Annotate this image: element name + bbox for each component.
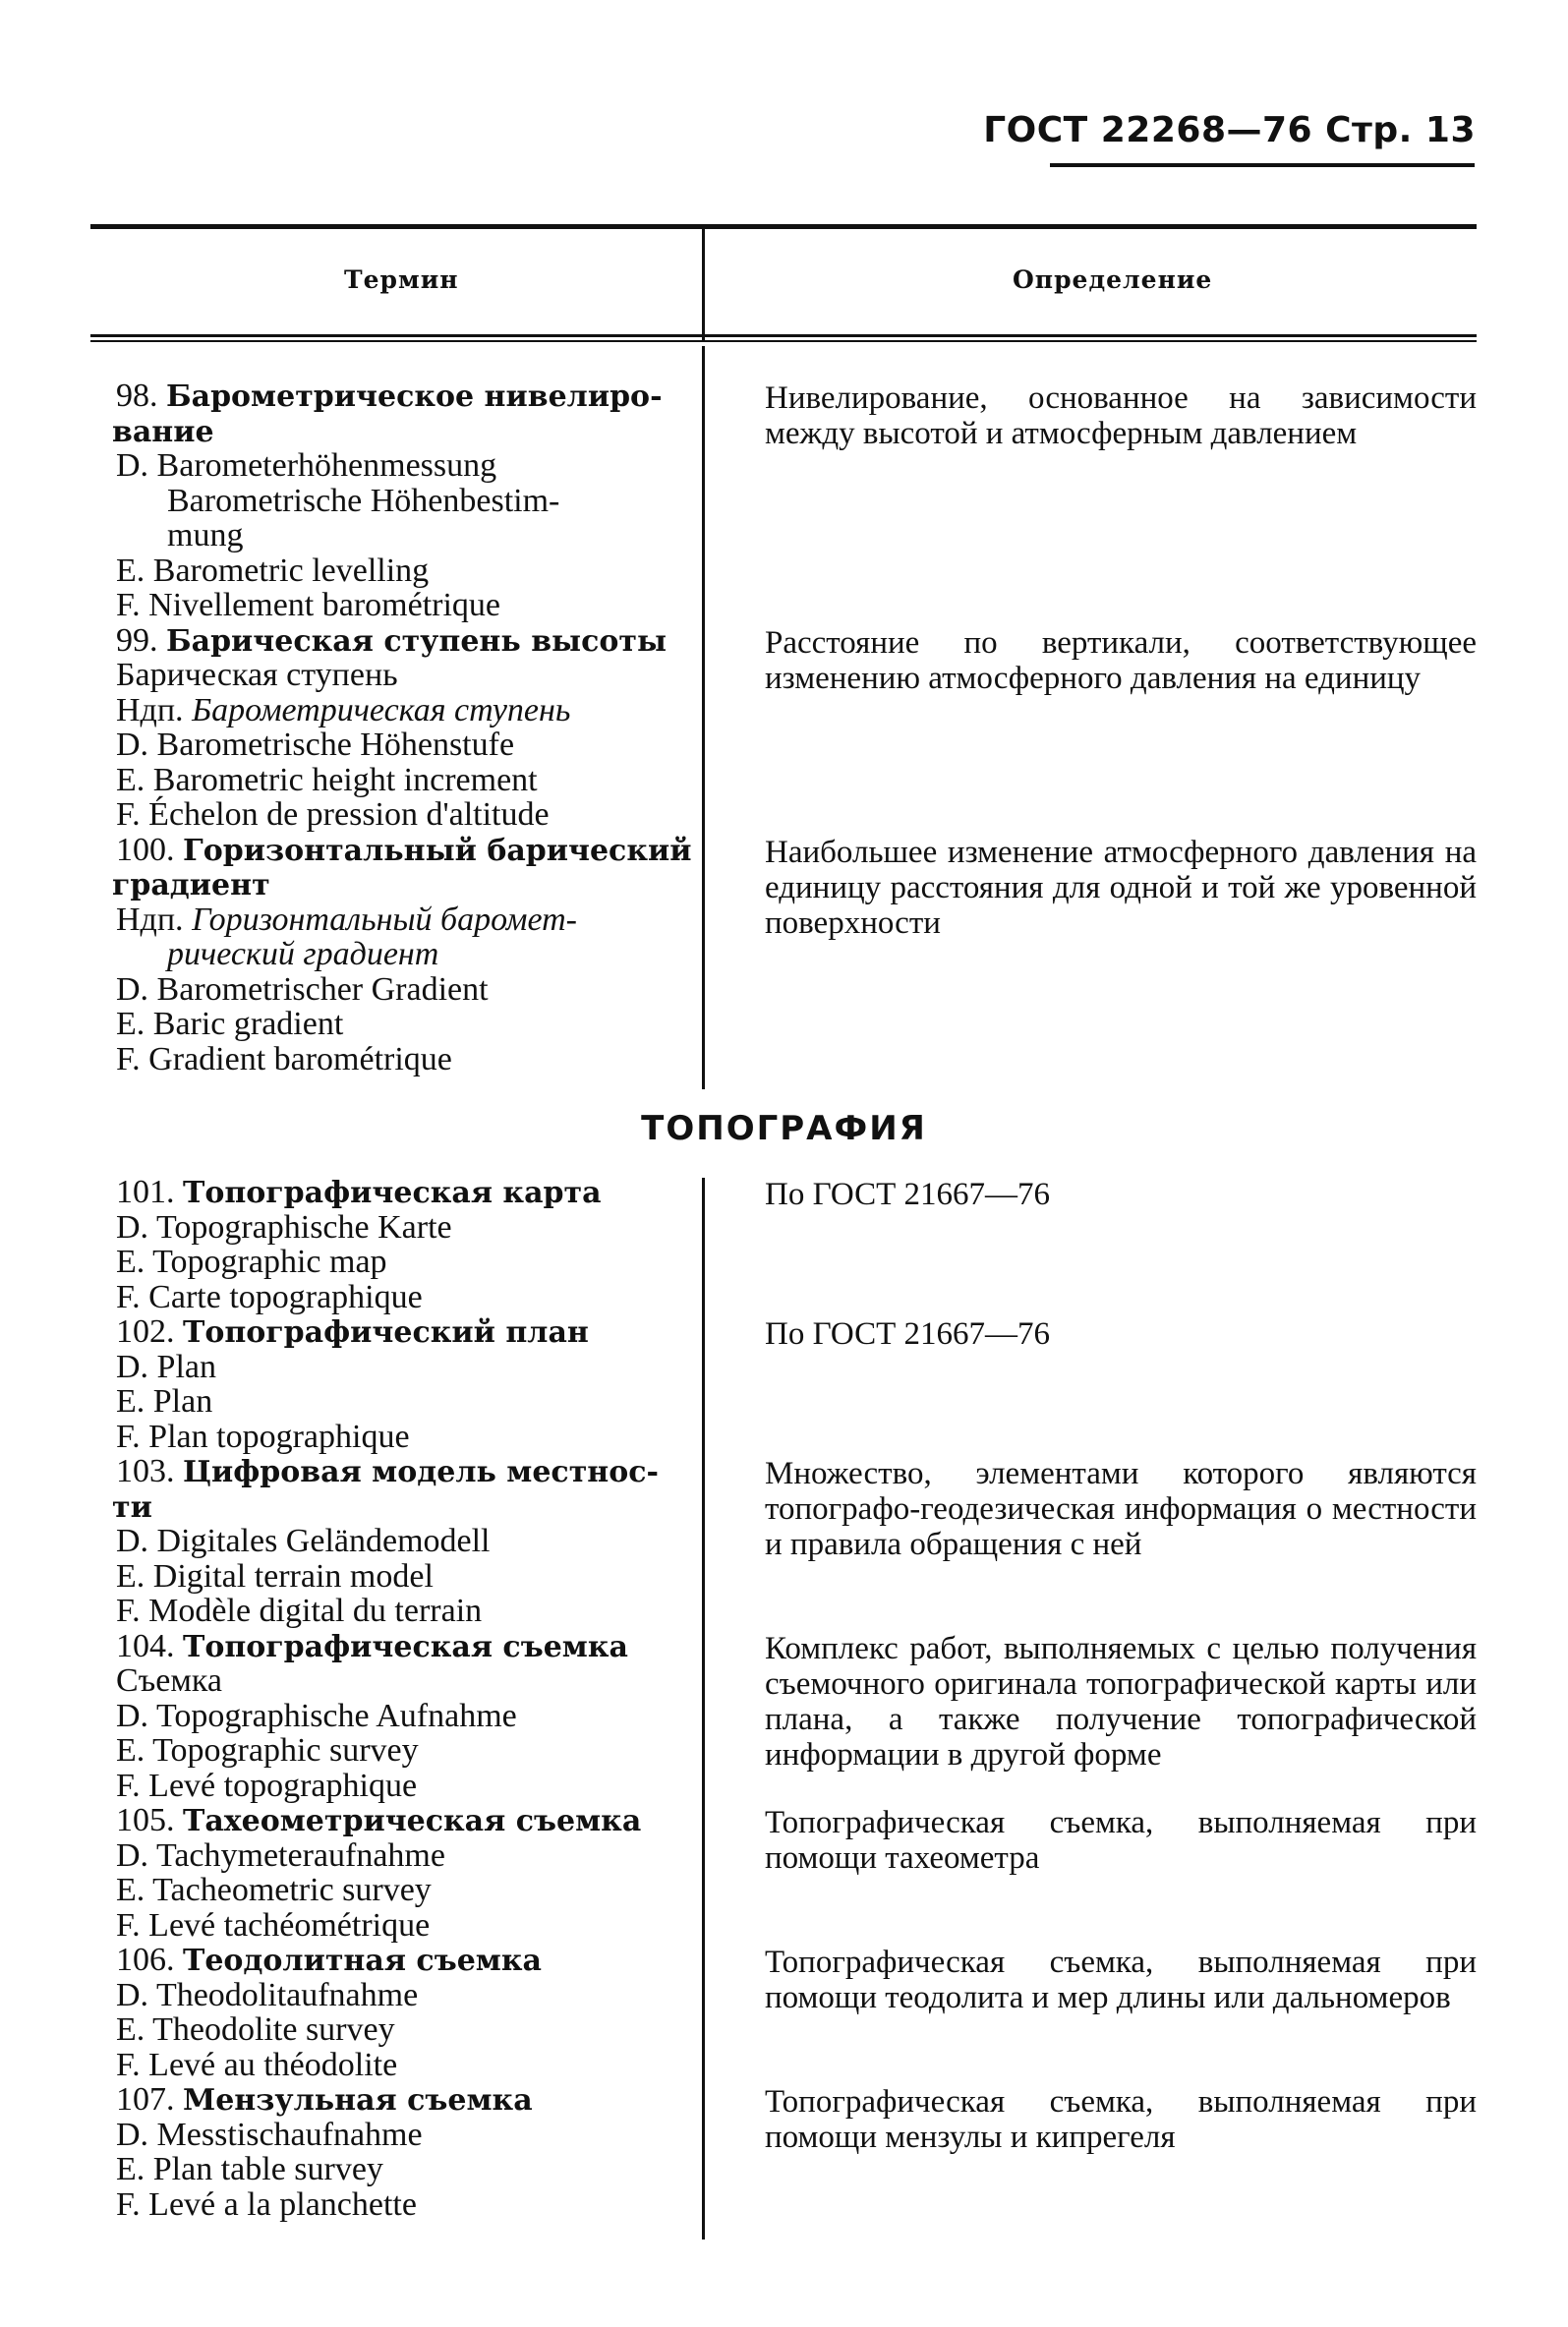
term-text: F. Levé au théodolite — [116, 2046, 398, 2083]
term-line — [116, 1350, 680, 1385]
term-entry — [116, 1943, 680, 2082]
term-line — [116, 1978, 680, 2013]
term-line — [116, 763, 680, 798]
section-title: ТОПОГРАФИЯ — [641, 1109, 927, 1148]
term-line — [116, 1280, 680, 1315]
term-line — [116, 902, 680, 938]
term-text: E. Theodolite survey — [116, 2011, 395, 2048]
term-line — [116, 1769, 680, 1804]
term-text: D. Digitales Geländemodell — [116, 1523, 491, 1559]
term-title: Топографический план — [183, 1315, 589, 1350]
term-line — [116, 658, 680, 693]
term-text: E. Plan table survey — [116, 2151, 383, 2187]
term-line — [112, 1489, 680, 1525]
term-entry — [116, 1175, 680, 1314]
column-divider-section2 — [702, 1178, 705, 2240]
term-text: E. Barometric height increment — [116, 761, 538, 798]
term-title: Теодолитная съемка — [183, 1944, 542, 1978]
term-text: Барическая ступень — [116, 657, 398, 693]
definition-text: Топографическая съемка, выполняемая при помощи мензулы и кипрегеля — [765, 2084, 1477, 2155]
term-entry — [112, 378, 680, 623]
term-text: D. Barometrischer Gradient — [116, 970, 489, 1008]
term-text: E. Plan — [116, 1383, 213, 1420]
term-text: F. Levé topographique — [116, 1767, 418, 1804]
term-title: Мензульная съемка — [183, 2083, 533, 2118]
term-text: D. Barometerhöhenmessung — [116, 447, 497, 484]
definition-text: Нивелирование, основанное на зависимости между высотой и атмосферным давлением — [765, 380, 1477, 451]
term-text: D. Messtischaufnahme — [116, 2116, 423, 2153]
header-rule — [1050, 163, 1475, 167]
term-line — [116, 1454, 680, 1489]
term-text: Съемка — [116, 1662, 222, 1699]
term-line — [116, 1629, 680, 1664]
term-line — [116, 378, 680, 414]
term-line — [116, 1663, 680, 1699]
term-number: 101. — [116, 1174, 183, 1210]
term-number: 105. — [116, 1802, 183, 1838]
term-title: Цифровая модель местнос- — [183, 1455, 659, 1489]
term-line — [116, 623, 680, 659]
term-line — [116, 1042, 680, 1077]
deprecated-prefix: Ндп. — [116, 901, 193, 938]
term-title: Барическая ступень высоты — [166, 623, 668, 659]
term-text: F. Gradient barométrique — [116, 1040, 452, 1077]
table-header-rule — [90, 334, 1477, 337]
term-line — [167, 484, 680, 519]
term-text: E. Baric gradient — [116, 1006, 344, 1042]
column-divider-section1 — [702, 346, 705, 1089]
term-text: E. Barometric levelling — [116, 552, 430, 589]
term-number: 104. — [116, 1627, 183, 1664]
term-title: Топографическая карта — [183, 1176, 602, 1210]
page-header: ГОСТ 22268—76 Стр. 13 — [983, 110, 1476, 150]
term-text: F. Plan topographique — [116, 1418, 410, 1455]
term-line — [116, 2118, 680, 2153]
definition-text: Топографическая съемка, выполняемая при помощи тахеометра — [765, 1805, 1477, 1876]
term-entry — [116, 623, 680, 833]
term-line — [116, 553, 680, 589]
deprecated-prefix: Ндп. — [116, 691, 193, 728]
term-number: 107. — [116, 2081, 183, 2118]
term-line — [112, 414, 680, 449]
term-text: D. Topographische Aufnahme — [116, 1697, 517, 1734]
table-header-rule-double — [90, 340, 1477, 342]
term-line — [116, 1733, 680, 1769]
term-line — [116, 727, 680, 763]
term-line — [116, 1210, 680, 1246]
term-title: Горизонтальный барический — [183, 833, 692, 868]
term-text: F. Carte topographique — [116, 1278, 423, 1315]
term-line — [116, 1594, 680, 1629]
term-text: Горизонтальный баромет- — [192, 901, 578, 938]
term-line — [116, 1524, 680, 1559]
term-line — [116, 1314, 680, 1350]
term-entry — [116, 1314, 680, 1454]
term-entry — [116, 1629, 680, 1804]
term-line — [167, 518, 680, 553]
definition-text: Расстояние по вертикали, соответствующее изменению атмосферного давления на единицу — [765, 624, 1477, 696]
term-line — [116, 1420, 680, 1455]
term-line — [116, 1559, 680, 1595]
column-divider-header — [702, 224, 705, 342]
term-text: F. Échelon de pression d'altitude — [116, 796, 550, 833]
term-entry — [116, 2082, 680, 2222]
term-text: E. Tacheometric survey — [116, 1872, 432, 1908]
term-title: Барометрическое нивелиро- — [166, 379, 663, 414]
term-line — [116, 1007, 680, 1042]
term-text: D. Plan — [116, 1348, 216, 1385]
term-line — [116, 2187, 680, 2223]
term-text: F. Levé a la planchette — [116, 2185, 417, 2223]
term-line — [116, 1803, 680, 1838]
term-line — [116, 1873, 680, 1908]
term-line — [116, 2082, 680, 2118]
term-line — [116, 1908, 680, 1944]
term-line — [167, 937, 680, 972]
term-line — [116, 1699, 680, 1734]
term-text: F. Modèle digital du terrain — [116, 1593, 483, 1629]
term-text: mung — [167, 517, 244, 553]
term-line — [116, 2152, 680, 2187]
term-text: E. Topographic survey — [116, 1732, 419, 1769]
term-text: E. Topographic map — [116, 1244, 387, 1280]
term-title: вание — [112, 414, 214, 449]
term-line — [116, 2048, 680, 2083]
term-text: D. Tachymeteraufnahme — [116, 1836, 445, 1874]
term-line — [116, 2012, 680, 2048]
term-text: рический градиент — [167, 936, 439, 972]
term-number: 100. — [116, 831, 183, 868]
definition-text: Наибольшее изменение атмосферного давления на единицу расстояния для одной и той же уровенной поверхности — [765, 834, 1477, 941]
term-text: F. Levé tachéométrique — [116, 1906, 431, 1944]
term-text: D. Topographische Karte — [116, 1208, 452, 1246]
definition-text: Множество, элементами которого являются топографо-геодезическая информация о местности и правила обращения с ней — [765, 1456, 1477, 1562]
table-top-rule — [90, 224, 1477, 229]
term-line — [116, 693, 680, 728]
definition-text: Топографическая съемка, выполняемая при помощи теодолита и мер длины или дальномеров — [765, 1945, 1477, 2015]
term-line — [116, 1384, 680, 1420]
term-line — [116, 1943, 680, 1978]
term-line — [116, 831, 692, 868]
term-line — [116, 1175, 680, 1210]
definition-text: По ГОСТ 21667—76 — [765, 1316, 1050, 1352]
term-line — [112, 867, 680, 902]
term-text: F. Nivellement barométrique — [116, 587, 500, 623]
term-entry — [112, 1453, 680, 1629]
term-line — [116, 1838, 680, 1874]
term-title: Тахеометрическая съемка — [183, 1804, 642, 1838]
term-number: 106. — [116, 1942, 183, 1978]
term-title: Топографическая съемка — [183, 1629, 628, 1664]
term-number: 99. — [116, 621, 166, 659]
column-header-definition: Определение — [1013, 265, 1213, 294]
term-text: Barometrische Höhenbestim- — [167, 482, 560, 519]
term-text: D. Theodolitaufnahme — [116, 1976, 419, 2013]
term-entry — [116, 1803, 680, 1943]
term-text: D. Barometrische Höhenstufe — [116, 727, 515, 763]
term-number: 98. — [116, 378, 166, 414]
term-number: 102. — [116, 1313, 183, 1350]
definition-text: По ГОСТ 21667—76 — [765, 1177, 1050, 1212]
term-line — [116, 972, 680, 1008]
term-number: 103. — [116, 1453, 183, 1489]
term-line — [116, 1245, 680, 1280]
term-line — [116, 797, 680, 833]
term-title: ти — [112, 1489, 152, 1525]
term-text: Барометрическая ступень — [192, 691, 571, 728]
term-entry — [112, 831, 692, 1077]
term-line — [116, 588, 680, 623]
column-header-term: Термин — [344, 265, 459, 294]
term-title: градиент — [112, 868, 270, 902]
definition-text: Комплекс работ, выполняемых с целью получения съемочного оригинала топографической карты или плана, а также получение топографической информации в другой форме — [765, 1630, 1477, 1773]
term-text: E. Digital terrain model — [116, 1557, 434, 1595]
term-line — [116, 448, 680, 484]
